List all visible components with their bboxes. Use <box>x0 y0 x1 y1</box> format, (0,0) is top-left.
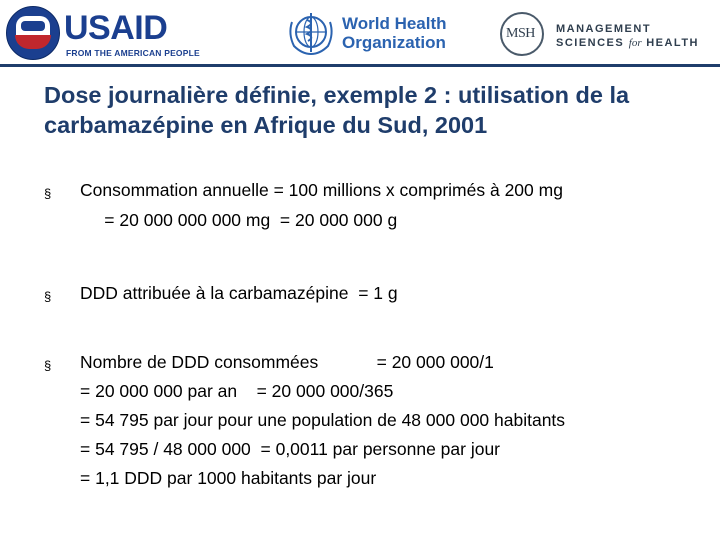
bullet-marker: § <box>44 186 52 201</box>
bullet-3-line-1: Nombre de DDD consommées = 20 000 000/1 <box>80 352 494 372</box>
who-emblem-icon <box>286 10 336 56</box>
who-logo <box>286 8 446 58</box>
bullet-3-line-5: = 1,1 DDD par 1000 habitants par jour <box>80 468 377 488</box>
bullet-3-line-2: = 20 000 000 par an = 20 000 000/365 <box>80 381 394 401</box>
msh-wordmark: MANAGEMENT SCIENCES for HEALTH <box>556 23 699 49</box>
header-divider <box>0 64 720 67</box>
bullet-3-line-4: = 54 795 / 48 000 000 = 0,0011 par personne par jour <box>80 439 500 459</box>
bullet-marker: § <box>44 358 52 373</box>
bullet-2-line-1: DDD attribuée à la carbamazépine = 1 g <box>80 283 398 303</box>
bullet-marker: § <box>44 289 52 304</box>
logo-header <box>0 0 720 66</box>
bullet-1-line-1: Consommation annuelle = 100 millions x comprimés à 200 mg <box>80 180 563 200</box>
msh-mark-icon: MSH <box>500 12 544 56</box>
bullet-3-line-3: = 54 795 par jour pour une population de 48 000 000 habitants <box>80 410 566 430</box>
slide-title: Dose journalière définie, exemple 2 : utilisation de la carbamazépine en Afrique du Sud, 2001 <box>44 82 630 138</box>
usaid-wordmark: USAID <box>64 9 168 47</box>
usaid-seal-icon <box>6 6 60 60</box>
bullet-1-line-2: = 20 000 000 000 mg = 20 000 000 g <box>80 210 398 230</box>
usaid-logo <box>6 6 200 58</box>
msh-logo <box>500 10 710 58</box>
who-wordmark: World Health Organization <box>342 14 447 52</box>
usaid-tagline: FROM THE AMERICAN PEOPLE <box>66 48 200 58</box>
